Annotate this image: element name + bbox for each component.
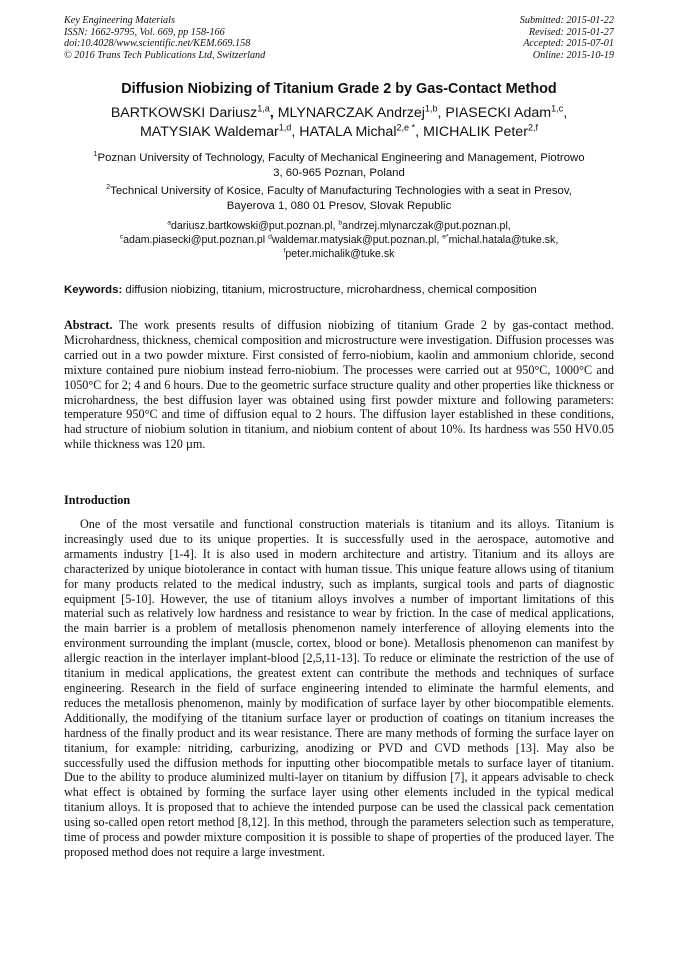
keywords-label: Keywords: bbox=[64, 284, 123, 296]
author-list bbox=[40, 104, 638, 142]
journal-name: Key Engineering Materials bbox=[64, 15, 175, 26]
keywords-text: diffusion niobizing, titanium, microstructure, microhardness, chemical composition bbox=[125, 284, 537, 296]
affiliation-text: Poznan University of Technology, Faculty of Mechanical Engineering and Management, Piotrowo bbox=[97, 152, 585, 164]
email-sup: e* bbox=[442, 233, 449, 241]
author-name: PIASECKI Adam bbox=[445, 105, 552, 121]
affiliation-1 bbox=[60, 151, 618, 181]
author-sup: 2,e * bbox=[396, 122, 416, 133]
paper-title: Diffusion Niobizing of Titanium Grade 2 by Gas-Contact Method bbox=[121, 81, 557, 97]
author-name: BARTKOWSKI Dariusz bbox=[110, 105, 258, 121]
affiliation-2 bbox=[60, 184, 618, 214]
email-link[interactable]: peter.michalik@tuke.sk bbox=[285, 248, 395, 261]
journal-issn: ISSN: 1662-9795, Vol. 669, pp 158-166 bbox=[64, 26, 225, 38]
email-link[interactable]: adam.piasecki@put.poznan.pl bbox=[123, 234, 266, 247]
email-sup: c bbox=[119, 233, 124, 241]
submission-dates bbox=[520, 15, 614, 61]
author-sup: 1,a bbox=[257, 103, 270, 114]
author-emails: $^a$dariusz.bartkowski@put.poznan.pl, $^b$andrzej.mlynarczak@put.poznan.pl, $^c$adam.piasecki@put.poznan.pl $^d$waldemar.matysiak@put.poznan.pl, $^{e*}$michal.hatala@tuke.sk, $^f$peter.michalik@tuke.sk bbox=[119, 219, 559, 261]
abstract-label: Abstract. bbox=[64, 318, 113, 332]
keywords bbox=[64, 284, 616, 296]
email-sup: d bbox=[268, 233, 272, 241]
affiliation-text: 3, 60-965 Poznan, Poland bbox=[273, 167, 405, 179]
email-sup: b bbox=[338, 219, 343, 227]
email-link[interactable]: waldemar.matysiak@put.poznan.pl bbox=[271, 234, 437, 247]
author-sup: 1,b bbox=[424, 103, 438, 114]
date-revised: Revised: 2015-01-27 bbox=[528, 26, 614, 38]
journal-info bbox=[64, 15, 265, 61]
author-sup: 2,f bbox=[527, 122, 539, 133]
abstract-text: The work presents results of diffusion niobizing of titanium Grade 2 by gas-contact method. Microhardness, thickness, chemical composition and microstructure were investigation. Diffusion processes was carried out in a two powder mixture. First consisted of ferro-niobium, kaolin and ammonium chloride, second mixture contained pure niobium instead ferro-niobium. The processes were carried out at 950°C, 1000°C and 1050°C for 2; 4 and 6 hours. Due to the geometric surface structure quality and other properties like thickness or microhardness, the best diffusion layer was obtained using first powder mixture and following parameters: temperature 950°C and time of diffusion equal to 2 hours. The diffusion layer established in these conditions, had structure of niobium solution in titanium, and niobium content of about 10%. Its hardness was 550 HV0.05 while thickness was 120 µm. bbox=[64, 318, 615, 452]
date-submitted: Submitted: 2015-01-22 bbox=[519, 15, 614, 26]
affiliation-text: Technical University of Kosice, Faculty of Manufacturing Technologies with a seat in Presov, bbox=[110, 185, 572, 197]
introduction-text: One of the most versatile and functional construction materials is titanium and its alloys. Titanium is increasingly used due to its unique properties. It is successfully used in the aerospace, automotive and armaments industry [1-4]. It is also used in modern architecture and artistry. Titanium and its alloys are characterized by unique biotolerance in contact with human tissue. This unique feature allows using of titanium for many products related to the medical industry, such as implants, surgical tools and parts of diagnostic equipment [5-10]. However, the use of titanium alloys involves a number of important limitations of this material such as relatively low hardness and resistance to wear by friction. In the case of medical applications, the main barrier is a problem of metallosis phenomenon namely interference of alloying elements into the environment surrounding the implant (muscle, cortex, blood or bone). Metallosis phenomenon can manifest by allergic reaction in the interlayer implant-blood [2,5,11-13]. To reduce or eliminate the restriction of the use of titanium in medical applications, the greatest extent can contribute the methods and techniques of surface engineering. Research in the field of surface engineering intended to eliminate the harmful elements, and reduces the metallosis phenomenon, mainly by modification of surface layer by other biocompatible elements. Additionally, the modifying of the titanium surface layer or production of coatings on titanium increases the hardness of the finally product and its wear resistance. There are many methods of forming the surface layer on titanium, for example: nitriding, carburizing, anodizing or PVD and CVD methods [13]. May also be successfully used the diffusion methods for inputting other biocompatible metals to surface layer of titanium. Due to the ability to produce aluminized multi-layer on titanium by diffusion [7], it appears advisable to check what effect is obtained by forming the surface layer using other elements included in the typical medical titanium alloys. It is proposed that to achieve the intended purpose can be used the classical pack cementation using so-called open retort method [8,12]. In this method, through the parameters selection such as temperature, time of process and powder mixture composition it is possible to shape of properties of the produced layer. The proposed method does not require a large investment. bbox=[64, 517, 614, 859]
author-name: HATALA Michal bbox=[299, 124, 397, 140]
email-link[interactable]: michal.hatala@tuke.sk bbox=[448, 234, 556, 247]
email-link[interactable]: andrzej.mlynarczak@put.poznan.pl bbox=[342, 220, 508, 232]
author-name: MLYNARCZAK Andrzej bbox=[277, 105, 425, 121]
email-sup: a bbox=[167, 219, 171, 227]
journal-doi[interactable]: doi:10.4028/www.scientific.net/KEM.669.158 bbox=[64, 38, 251, 50]
email-link[interactable]: dariusz.bartkowski@put.poznan.pl bbox=[171, 220, 333, 232]
author-name: MICHALIK Peter bbox=[423, 124, 528, 140]
email-sup: f bbox=[283, 247, 286, 255]
author-name: MATYSIAK Waldemar bbox=[139, 124, 279, 140]
affiliation-sup: 2 bbox=[106, 182, 111, 192]
date-accepted: Accepted: 2015-07-01 bbox=[523, 38, 614, 50]
author-line-1: BARTKOWSKI Dariusz$^{1,a}$, MLYNARCZAK Andrzej$^{1,b}$, PIASECKI Adam$^{1,c}$, bbox=[110, 103, 568, 121]
abstract bbox=[64, 318, 614, 452]
author-sup: 1,d bbox=[278, 122, 292, 133]
date-online: Online: 2015-10-19 bbox=[532, 49, 614, 61]
affiliation-text: Bayerova 1, 080 01 Presov, Slovak Republic bbox=[226, 200, 452, 212]
author-line-2: MATYSIAK Waldemar$^{1,d}$, HATALA Michal$^{2,e *}$, MICHALIK Peter$^{2,f}$ bbox=[139, 122, 539, 140]
introduction-heading: Introduction bbox=[64, 493, 131, 507]
author-sup: 1,c bbox=[551, 103, 564, 114]
journal-copyright: © 2016 Trans Tech Publications Ltd, Switzerland bbox=[64, 49, 266, 61]
affiliation-sup: 1 bbox=[93, 149, 98, 159]
